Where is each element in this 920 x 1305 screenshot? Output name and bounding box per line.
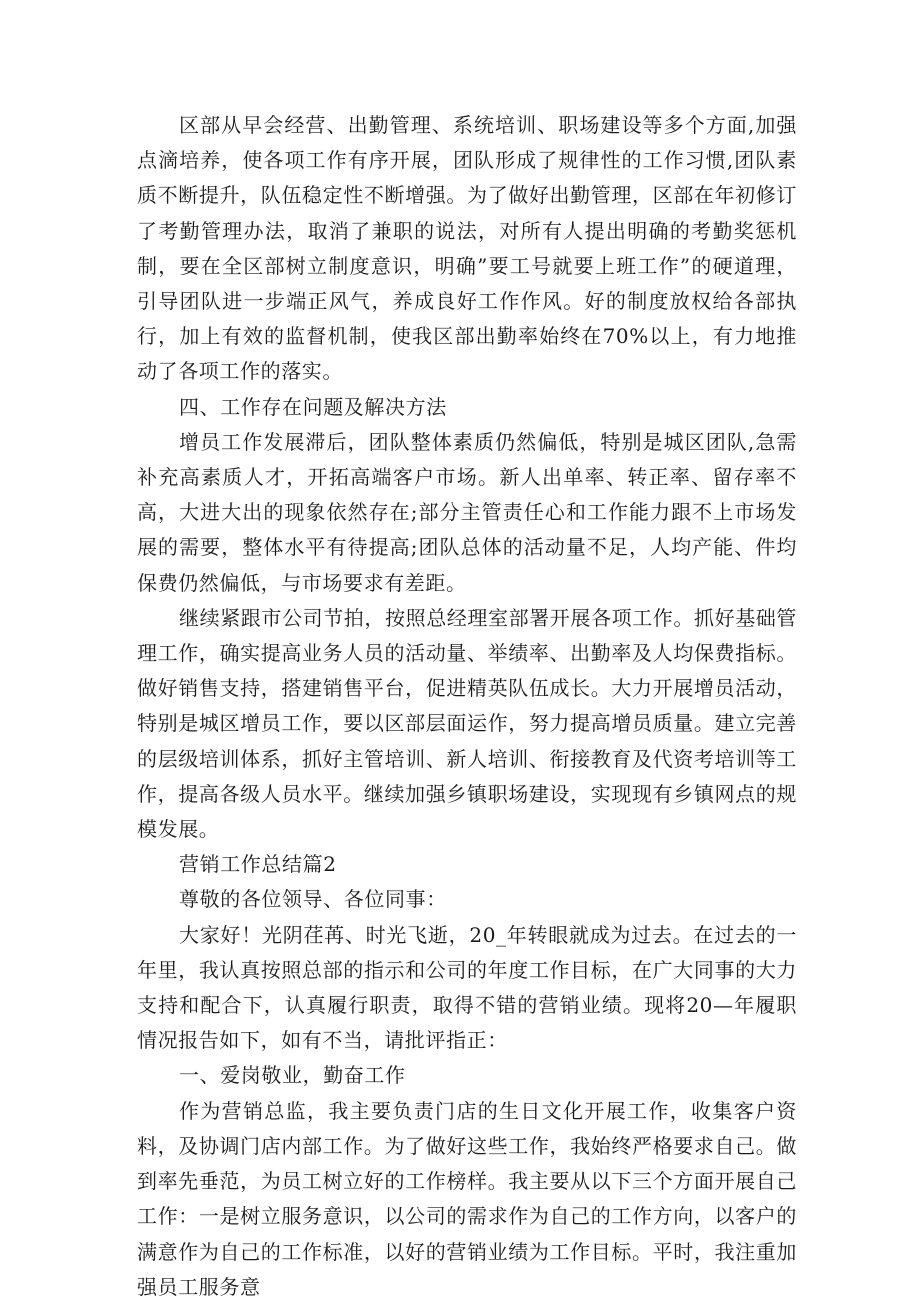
article-title-2: 营销工作总结篇2 [179, 852, 337, 877]
salutation: 尊敬的各位领导、各位同事： [179, 887, 447, 912]
paragraph-problems: 增员工作发展滞后，团队整体素质仍然偏低，特别是城区团队,急需补充高素质人才，开拓高端客户市场。新人出单率、转正率、留存率不高，大进大出的现象依然存在;部分主管责任心和工作能力跟不上市场发展的需要，整体水平有待提高;团队总体的活动量不足，人均产能、件均保费仍然偏低，与市场要求有差距。 [137, 429, 797, 595]
paragraph-duties: 作为营销总监，我主要负责门店的生日文化开展工作，收集客户资料，及协调门店内部工作。为了做好这些工作，我始终严格要求自己。做到率先垂范，为员工树立好的工作榜样。我主要从以下三个方面开展自己工作：一是树立服务意识，以公司的需求作为自己的工作方向，以客户的满意作为自己的工作标准，以好的营销业绩为工作目标。平时，我注重加强员工服务意 [137, 1098, 797, 1299]
paragraph-solutions: 继续紧跟市公司节拍，按照总经理室部署开展各项工作。抓好基础管理工作，确实提高业务人员的活动量、举绩率、出勤率及人均保费指标。做好销售支持，搭建销售平台，促进精英队伍成长。大力开展增员活动，特别是城区增员工作，要以区部层面运作，努力提高增员质量。建立完善的层级培训体系，抓好主管培训、新人培训、衔接教育及代资考培训等工作，提高各级人员水平。继续加强乡镇职场建设，实现现有乡镇网点的规模发展。 [137, 605, 797, 842]
section-heading-problems: 四、工作存在问题及解决方法 [179, 394, 447, 419]
document-body [137, 108, 797, 1305]
section-heading-dedication: 一、爱岗敬业，勤奋工作 [179, 1063, 406, 1088]
paragraph-team-management: 区部从早会经营、出勤管理、系统培训、职场建设等多个方面,加强点滴培养，使各项工作有序开展，团队形成了规律性的工作习惯,团队素质不断提升，队伍稳定性不断增强。为了做好出勤管理，区部在年初修订了考勤管理办法，取消了兼职的说法，对所有人提出明确的考勤奖惩机制，要在全区部树立制度意识，明确”要工号就要上班工作”的硬道理，引导团队进一步端正风气，养成良好工作作风。好的制度放权给各部执行，加上有效的监督机制，使我区部出勤率始终在70%以上，有力地推动了各项工作的落实。 [137, 113, 797, 384]
paragraph-greeting: 大家好！光阴荏苒、时光飞逝，20_年转眼就成为过去。在过去的一年里，我认真按照总部的指示和公司的年度工作目标，在广大同事的大力支持和配合下，认真履行职责，取得不错的营销业绩。现将20—年履职情况报告如下，如有不当，请批评指正： [137, 922, 797, 1053]
